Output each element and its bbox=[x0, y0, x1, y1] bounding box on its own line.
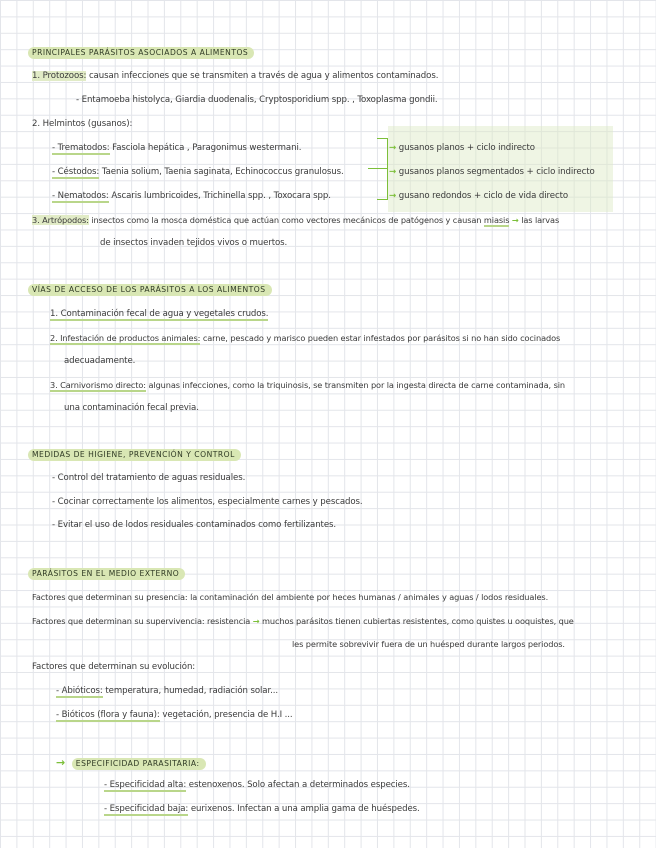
section-title-access-routes: VÍAS DE ACCESO DE LOS PARÁSITOS A LOS ALIMENTOS bbox=[28, 284, 272, 296]
low-specificity-label: - Especificidad baja: bbox=[104, 804, 189, 814]
protozoa-line bbox=[32, 71, 438, 81]
nematodes-note bbox=[389, 191, 568, 201]
route-2-text: carne, pescado y marisco pueden estar infestados por parásitos si no han sido cocinados bbox=[202, 333, 561, 343]
cestodes-line bbox=[52, 167, 344, 177]
arrow-icon: → bbox=[389, 191, 397, 201]
measure-1: - Control del tratamiento de aguas residuales. bbox=[52, 473, 246, 483]
arrow-icon: → bbox=[389, 167, 397, 177]
arrow-icon: → bbox=[511, 215, 519, 225]
arthropods-label: 3. Artrópodos: bbox=[32, 215, 89, 225]
cestodes-text: Taenia solium, Taenia saginata, Echinococcus granulosus. bbox=[101, 167, 344, 177]
trematodes-text: Fasciola hepática , Paragonimus westermani. bbox=[112, 143, 302, 153]
protozoa-label: 1. Protozoos: bbox=[32, 71, 87, 81]
bracket-connector-icon bbox=[368, 168, 387, 169]
section-title-hygiene: MEDIDAS DE HIGIENE, PREVENCIÓN Y CONTROL bbox=[28, 449, 241, 461]
biotic-text: vegetación, presencia de H.I ... bbox=[162, 710, 293, 720]
arrow-icon: → bbox=[389, 143, 397, 153]
protozoa-examples: - Entamoeba histolyca, Giardia duodenalis, Cryptosporidium spp. , Toxoplasma gondii. bbox=[76, 95, 438, 105]
biotic-line bbox=[56, 710, 293, 720]
route-3-label: 3. Carnivorismo directo: bbox=[50, 380, 146, 390]
trematodes-note-text: gusanos planos + ciclo indirecto bbox=[398, 143, 535, 153]
route-2-label: 2. Infestación de productos animales: bbox=[50, 333, 201, 343]
measure-2: - Cocinar correctamente los alimentos, especialmente carnes y pescados. bbox=[52, 497, 363, 507]
arthropods-line bbox=[32, 215, 559, 225]
presence-factors: Factores que determinan su presencia: la contaminación del ambiente por heces humanas / animales y aguas / lodos residuales. bbox=[32, 592, 549, 602]
nematodes-note-text: gusano redondos + ciclo de vida directo bbox=[398, 191, 569, 201]
abiotic-line bbox=[56, 686, 278, 696]
section-title-environment: PARÁSITOS EN EL MEDIO EXTERNO bbox=[28, 568, 185, 580]
nematodes-label: - Nematodos: bbox=[52, 191, 109, 201]
low-specificity-text: eurixenos. Infectan a una amplia gama de huéspedes. bbox=[190, 804, 420, 814]
route-2-continuation: adecuadamente. bbox=[64, 356, 136, 366]
specificity-title: ESPECIFICIDAD PARASITARIA: bbox=[72, 758, 206, 770]
trematodes-label: - Trematodos: bbox=[52, 143, 110, 153]
survival-label: Factores que determinan su supervivencia: resistencia bbox=[32, 616, 251, 626]
arthropods-text: insectos como la mosca doméstica que actúan como vectores mecánicos de patógenos y causan bbox=[91, 215, 482, 225]
helminths-line: 2. Helmintos (gusanos): bbox=[32, 119, 133, 129]
route-1-text: 1. Contaminación fecal de agua y vegetales crudos. bbox=[50, 309, 269, 319]
survival-text: muchos parásitos tienen cubiertas resistentes, como quistes u ooquistes, que bbox=[261, 616, 574, 626]
arthropods-continuation: de insectos invaden tejidos vivos o muertos. bbox=[100, 238, 288, 248]
evolution-factors: Factores que determinan su evolución: bbox=[32, 662, 196, 672]
high-specificity bbox=[104, 780, 410, 790]
protozoa-text: causan infecciones que se transmiten a través de agua y alimentos contaminados. bbox=[88, 71, 439, 81]
abiotic-label: - Abióticos: bbox=[56, 686, 103, 696]
cestodes-note-text: gusanos planos segmentados + ciclo indirecto bbox=[398, 167, 595, 177]
abiotic-text: temperatura, humedad, radiación solar... bbox=[105, 686, 278, 696]
nematodes-line bbox=[52, 191, 331, 201]
bracket-icon bbox=[377, 138, 388, 200]
trematodes-note bbox=[389, 143, 535, 153]
route-2 bbox=[50, 333, 560, 343]
arrow-icon: → bbox=[252, 616, 260, 626]
measure-3: - Evitar el uso de lodos residuales contaminados como fertilizantes. bbox=[52, 520, 337, 530]
route-3 bbox=[50, 380, 565, 390]
arthropods-text-end: las larvas bbox=[521, 215, 560, 225]
biotic-label: - Bióticos (flora y fauna): bbox=[56, 710, 160, 720]
specificity-heading bbox=[56, 756, 202, 769]
miasis-term: miasis bbox=[483, 215, 510, 225]
high-specificity-text: estenoxenos. Solo afectan a determinados especies. bbox=[188, 780, 410, 790]
survival-factors bbox=[32, 616, 574, 626]
arrow-icon: → bbox=[56, 756, 66, 769]
route-1 bbox=[50, 309, 268, 319]
cestodes-note bbox=[389, 167, 595, 177]
nematodes-text: Ascaris lumbricoides, Trichinella spp. , Toxocara spp. bbox=[111, 191, 331, 201]
low-specificity bbox=[104, 804, 420, 814]
route-3-continuation: una contaminación fecal previa. bbox=[64, 403, 199, 413]
route-3-text: algunas infecciones, como la triquinosis, se transmiten por la ingesta directa de carne contaminada, sin bbox=[148, 380, 565, 390]
section-title-parasites: PRINCIPALES PARÁSITOS ASOCIADOS A ALIMENTOS bbox=[28, 47, 254, 59]
survival-continuation: les permite sobrevivir fuera de un huésped durante largos periodos. bbox=[292, 639, 565, 649]
high-specificity-label: - Especificidad alta: bbox=[104, 780, 187, 790]
cestodes-label: - Céstodos: bbox=[52, 167, 100, 177]
trematodes-line bbox=[52, 143, 301, 153]
